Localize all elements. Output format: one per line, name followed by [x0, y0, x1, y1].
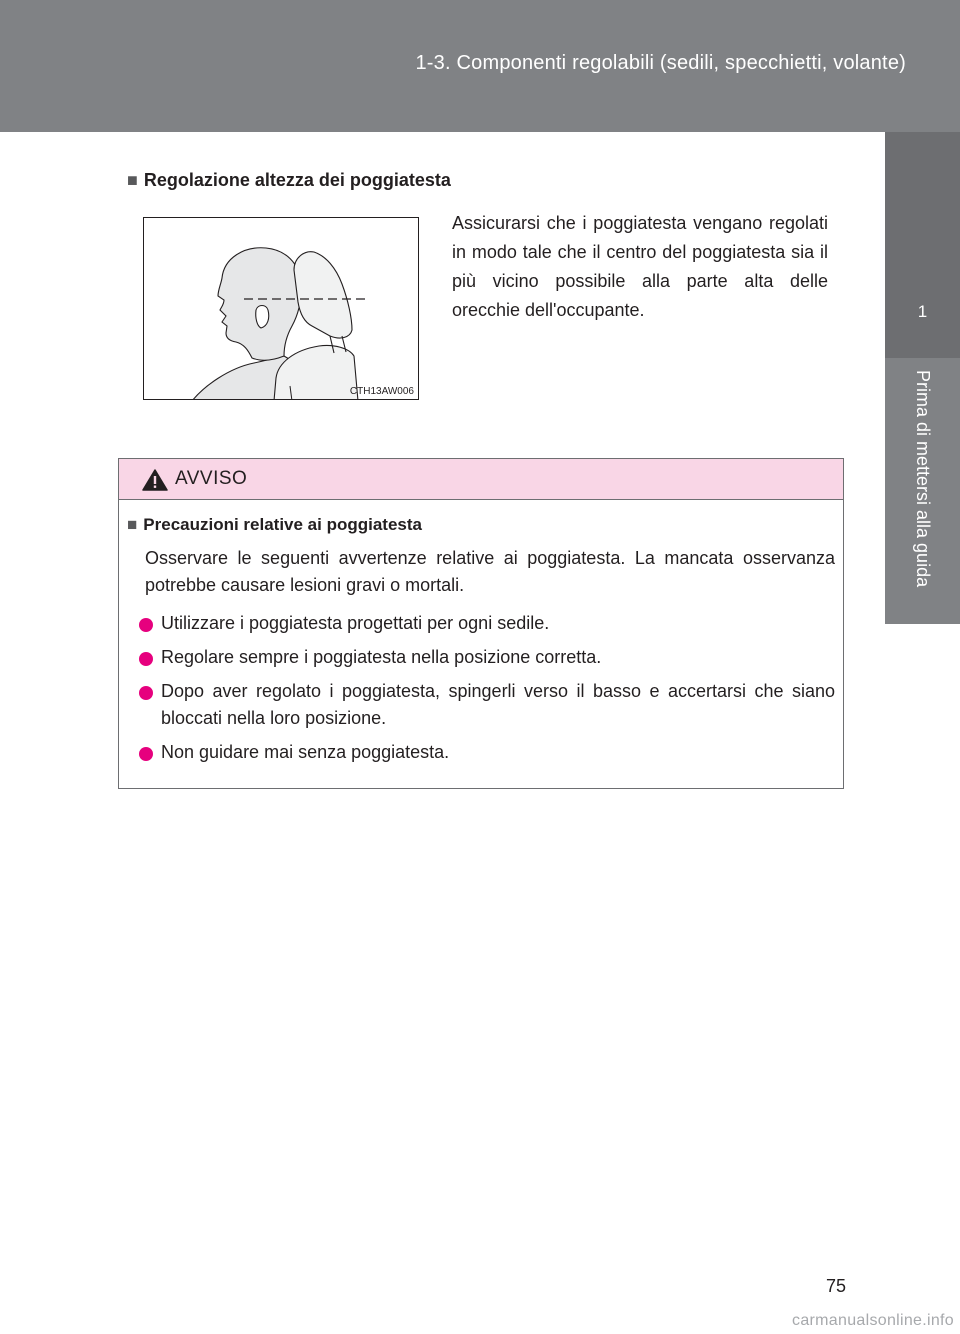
warning-list-item	[139, 739, 835, 766]
bullet-dot-icon	[139, 618, 153, 632]
warning-triangle-icon	[142, 469, 168, 491]
bullet-dot-icon	[139, 686, 153, 700]
chapter-title: 1-3. Componenti regolabili (sedili, specchietti, volante)	[415, 52, 906, 74]
warning-intro: Osservare le seguenti avvertenze relative ai poggiatesta. La mancata osservanza potrebbe causare lesioni gravi o mortali.	[145, 548, 835, 595]
warning-item-text: Dopo aver regolato i poggiatesta, spingerli verso il basso e accertarsi che siano bloccati nella loro posizione.	[161, 681, 835, 728]
figure-code: CTH13AW006	[349, 386, 414, 397]
section-heading	[127, 170, 451, 191]
bullet-dot-icon	[139, 652, 153, 666]
warning-list-item	[139, 678, 835, 732]
warning-item-text: Non guidare mai senza poggiatesta.	[161, 742, 450, 762]
warning-list-item	[139, 610, 835, 637]
chapter-side-tab	[885, 132, 960, 1334]
square-bullet-icon: ■	[127, 515, 138, 534]
head-and-headrest-drawing	[144, 218, 419, 400]
section-text: Assicurarsi che i poggiatesta vengano regolati in modo tale che il centro del poggiatesta sia il più vicino possibile alla parte alta delle orecchie dell'occupante.	[452, 213, 828, 320]
warning-item-text: Regolare sempre i poggiatesta nella posizione corretta.	[161, 647, 602, 667]
warning-title: AVVISO	[175, 468, 248, 489]
warning-heading	[127, 515, 422, 535]
watermark: carmanualsonline.info	[792, 1312, 954, 1329]
warning-item-text: Utilizzare i poggiatesta progettati per ogni sedile.	[161, 613, 550, 633]
chapter-label-box	[885, 358, 960, 624]
headrest-illustration	[143, 217, 419, 400]
chapter-number-box	[885, 132, 960, 358]
warning-box	[118, 458, 844, 789]
section-heading-text: Regolazione altezza dei poggiatesta	[143, 170, 451, 190]
bullet-dot-icon	[139, 747, 153, 761]
chapter-label: Prima di mettersi alla guida	[913, 370, 933, 588]
page-header	[0, 0, 960, 132]
page-number: 75	[826, 1276, 847, 1296]
warning-header	[119, 459, 843, 500]
warning-list-item	[139, 644, 835, 671]
chapter-number: 1	[917, 302, 928, 321]
square-bullet-icon: ■	[127, 170, 138, 190]
warning-heading-text: Precauzioni relative ai poggiatesta	[143, 515, 422, 534]
